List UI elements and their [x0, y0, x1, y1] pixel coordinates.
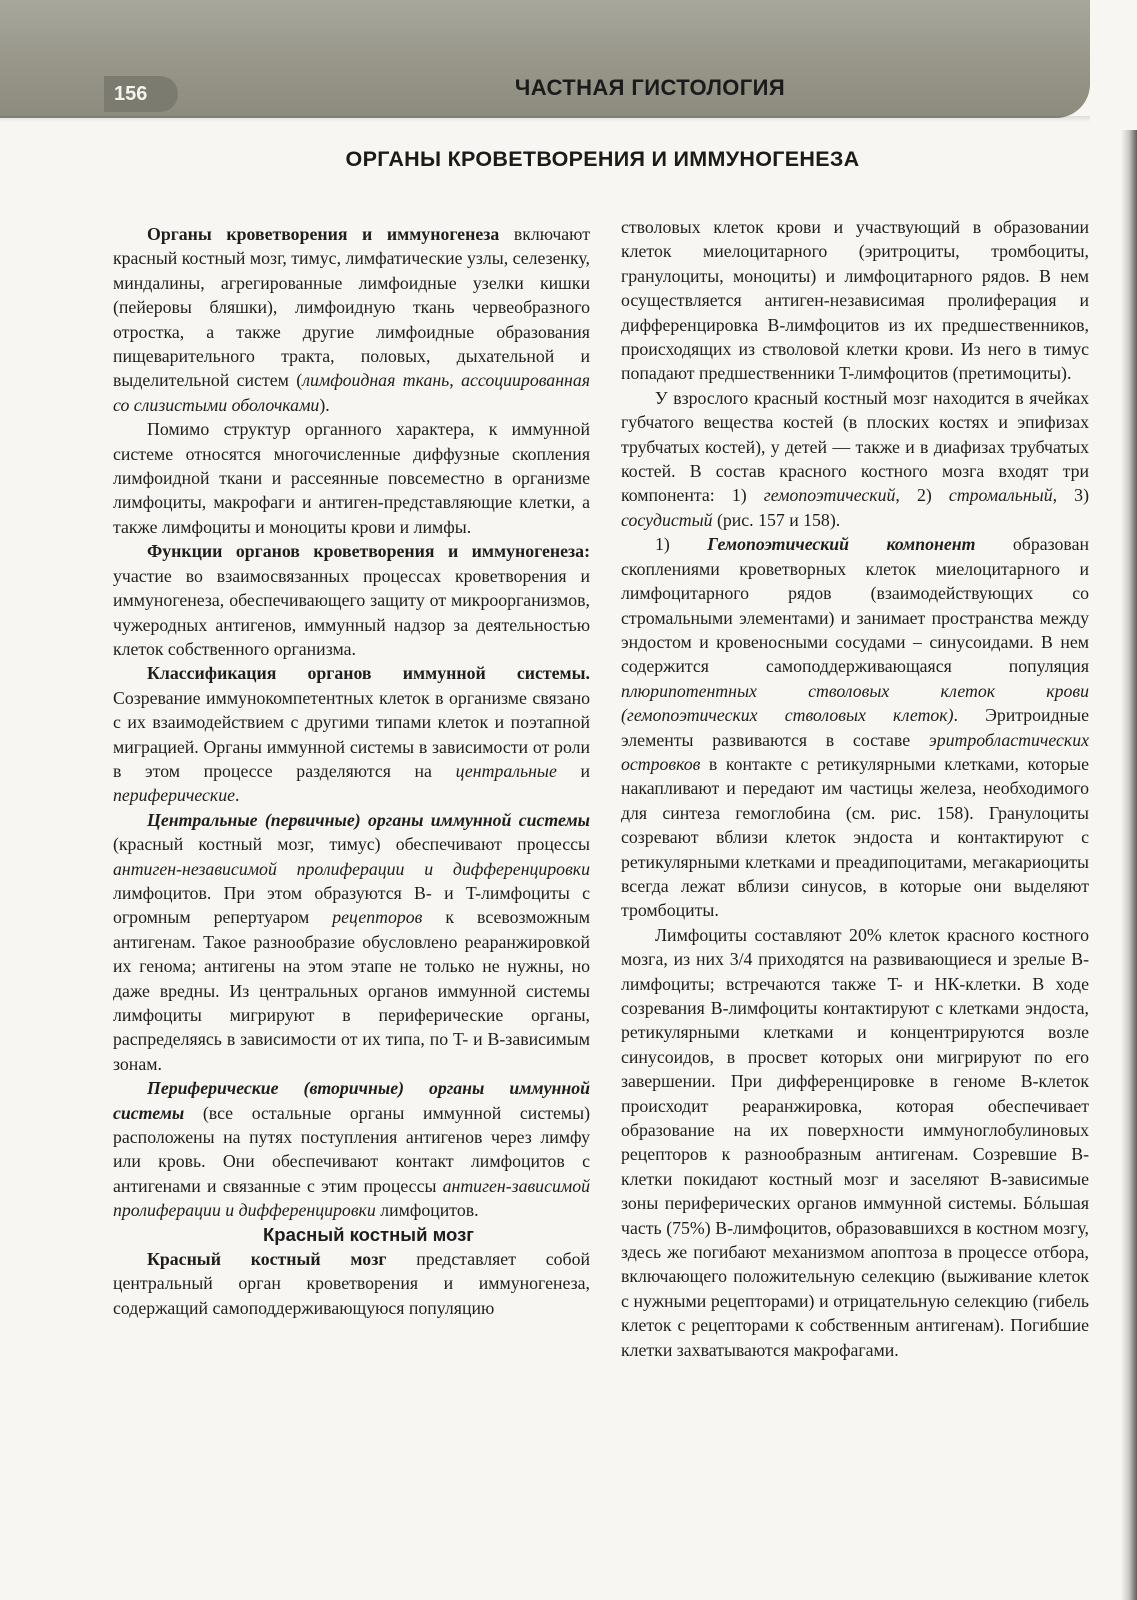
section-title-red-bone-marrow: Красный костный мозг [263, 1223, 474, 1245]
term-functions: Функции органов кроветворения и иммуногенеза: [147, 541, 590, 562]
text: (рис. 157 и 158). [712, 509, 841, 530]
paragraph-intro [113, 222, 590, 417]
text: и [556, 760, 590, 781]
paragraph-red-bone-marrow [113, 1247, 590, 1320]
term-receptors: рецепторов [332, 907, 423, 928]
term-antigen-independent: антиген-независимой пролиферации и дифференцировки [113, 858, 590, 879]
paragraph-adult-marrow [621, 386, 1089, 532]
paragraph-classification [113, 661, 590, 807]
text: . [235, 785, 240, 806]
text: лимфоцитов. При этом образуются B- и T-лимфоциты с огромным репертуаром [113, 882, 590, 928]
text: У взрослого красный костный мозг находится в ячейках губчатого вещества костей (в плоских костях и эпифизах трубчатых костей), у детей — также и в диафизах трубчатых костей. В состав красного костного мозга входят три компонента: 1) [621, 387, 1089, 506]
term-vascular: сосудистый [621, 509, 713, 530]
term-central: центральные [455, 760, 557, 781]
page-edge-shadow [1121, 130, 1137, 1600]
term-malt: лимфоидная ткань, ассоциированная со слизистыми оболочками [113, 370, 590, 415]
text: (красный костный мозг, тимус) обеспечивают процессы [113, 834, 590, 855]
term-stromal: стромальный [948, 485, 1053, 506]
term-organs: Органы кроветворения и иммуногенеза [147, 224, 500, 244]
running-head: ЧАСТНАЯ ГИСТОЛОГИЯ [514, 75, 786, 100]
term-hemopoietic: гемопоэтический [763, 485, 896, 506]
right-column [621, 215, 1089, 1362]
page-number: 156 [104, 76, 178, 112]
paragraph-hemopoietic-component [621, 532, 1089, 923]
text: участие во взаимосвязанных процессах кроветворения и иммуногенеза, обеспечивающего защиту от микроорганизмов, чужеродных антигенов, иммунный надзор за деятельностью клеток собственного организма. [113, 565, 590, 659]
text: включают красный костный мозг, тимус, лимфатические узлы, селезенку, миндалины, агрегированные лимфоидные узелки кишки (пейеровы бляшки), лимфоидную ткань червеобразного отростка, а также другие лимфоидные образования пищеварительного тракта, половых, дыхательной и выделительной систем ( [113, 224, 590, 391]
term-antigen-dependent: антиген-зависимой пролиферации и дифференцировки [113, 1175, 590, 1221]
term-peripheral-organs: Периферические (вторичные) органы иммунной системы [113, 1078, 590, 1123]
text: в контакте с ретикулярными клетками, которые накапливают и передают им частицы железа, необходимого для синтеза гемоглобина (см. рис. 158). Гранулоциты созревают вблизи клеток эндоста и контактируют с ретикулярными клетками и преадипоцитами, мегакариоциты всегда лежат вблизи синусов, в которые они выделяют тромбоциты. [621, 753, 1089, 921]
paragraph-functions [113, 539, 590, 661]
term-stem-cells: плюрипотентных стволовых клеток крови (гемопоэтических стволовых клеток) [621, 680, 1089, 726]
paragraph-central-organs [113, 808, 590, 1076]
term-red-bone-marrow: Красный костный мозг [147, 1249, 387, 1270]
term-peripheral: периферические [113, 785, 235, 806]
text: лимфоцитов. [375, 1200, 479, 1221]
paragraph-lymphocytes: Лимфоциты составляют 20% клеток красного костного мозга, из них 3/4 приходятся на развивающиеся и зрелые B-лимфоциты; встречаются также T- и НК-клетки. В ходе созревания B-лимфоциты контактируют с клетками эндоста, ретикулярными клетками и концентрируются возле синусоидов, в просвет которых они мигрируют по его завершении. При дифференцировке в геноме B-клеток происходит реаранжировка, которая обеспечивает образование на их поверхности иммуноглобулиновых рецепторов к разнообразным антигенам. Созревшие B-клетки покидают костный мозг и заселяют B-зависимые зоны периферических органов иммунной системы. Бóльшая часть (75%) B-лимфоцитов, образовавшихся в костном мозгу, здесь же погибают механизмом апоптоза в процессе отбора, включающего положительную селекцию (выживание клеток с нужными рецепторами) и отрицательную селекцию (гибель клеток с рецепторами к собственным антигенам). Погибшие клетки захватываются макрофагами. [621, 924, 1089, 1360]
paragraph-peripheral-organs [113, 1076, 590, 1222]
text: представляет собой центральный орган кроветворения и иммуногенеза, содержащий самоподдерживающуюся популяцию [113, 1249, 591, 1318]
text: ). [319, 394, 330, 415]
text: . Эритроидные элементы развиваются в составе [621, 705, 1089, 750]
text: , 3) [1052, 485, 1089, 506]
header-shadow [0, 116, 1090, 122]
term-central-organs: Центральные (первичные) органы иммунной системы [147, 809, 590, 830]
paragraph-continuation: стволовых клеток крови и участвующий в образовании клеток миелоцитарного (эритроциты, тромбоциты, гранулоциты, моноциты) и лимфоцитарного рядов. В нем осуществляется антиген-независимая пролиферация и дифференцировка B-лимфоцитов из их предшественников, происходящих из стволовой клетки крови. Из него в тимус попадают предшественники T-лимфоцитов (претимоциты). [621, 217, 1089, 384]
text: Созревание иммунокомпетентных клеток в организме связано с их взаимодействием с другими типами клеток и поэтапной миграцией. Органы иммунной системы в зависимости от роли в этом процессе разделяются на [113, 687, 590, 781]
term-hemopoietic-component: Гемопоэтический компонент [707, 534, 976, 555]
term-classification: Классификация органов иммунной системы. [147, 663, 590, 684]
text: 1) [655, 534, 708, 555]
text: образован скоплениями кроветворных клеток миелоцитарного и лимфоцитарного рядов (взаимодействующих со стромальными элементами) и занимает пространства между эндостом и кровеносными сосудами – синусоидами. В нем содержится самоподдерживающаяся популяция [621, 534, 1089, 677]
text: (все остальные органы иммунной системы) расположены на путях поступления антигенов через лимфу или кровь. Они обеспечивают контакт лимфоцитов с антигенами и связанные с этим процессы [113, 1102, 590, 1196]
text: к всевозможным антигенам. Такое разнообразие обусловлено реаранжировкой их генома; антигены на этом этапе не только не нужны, но даже вредны. Из центральных органов иммунной системы лимфоциты мигрируют в периферические органы, распределяясь в зависимости от их типа, по T- и B-зависимым зонам. [113, 907, 590, 1074]
term-erythroblastic-islands: эритробластических островков [621, 729, 1089, 774]
paragraph-diffuse: Помимо структур органного характера, к иммунной системе относятся многочисленные диффузные скопления лимфоидной ткани и рассеянные повсеместно в организме лимфоциты, макрофаги и антиген-представляющие клетки, а также лимфоциты и моноциты крови и лимфы. [113, 419, 590, 537]
left-column [113, 222, 590, 1320]
chapter-title: ОРГАНЫ КРОВЕТВОРЕНИЯ И ИММУНОГЕНЕЗА [345, 147, 860, 171]
text: , 2) [895, 485, 949, 506]
